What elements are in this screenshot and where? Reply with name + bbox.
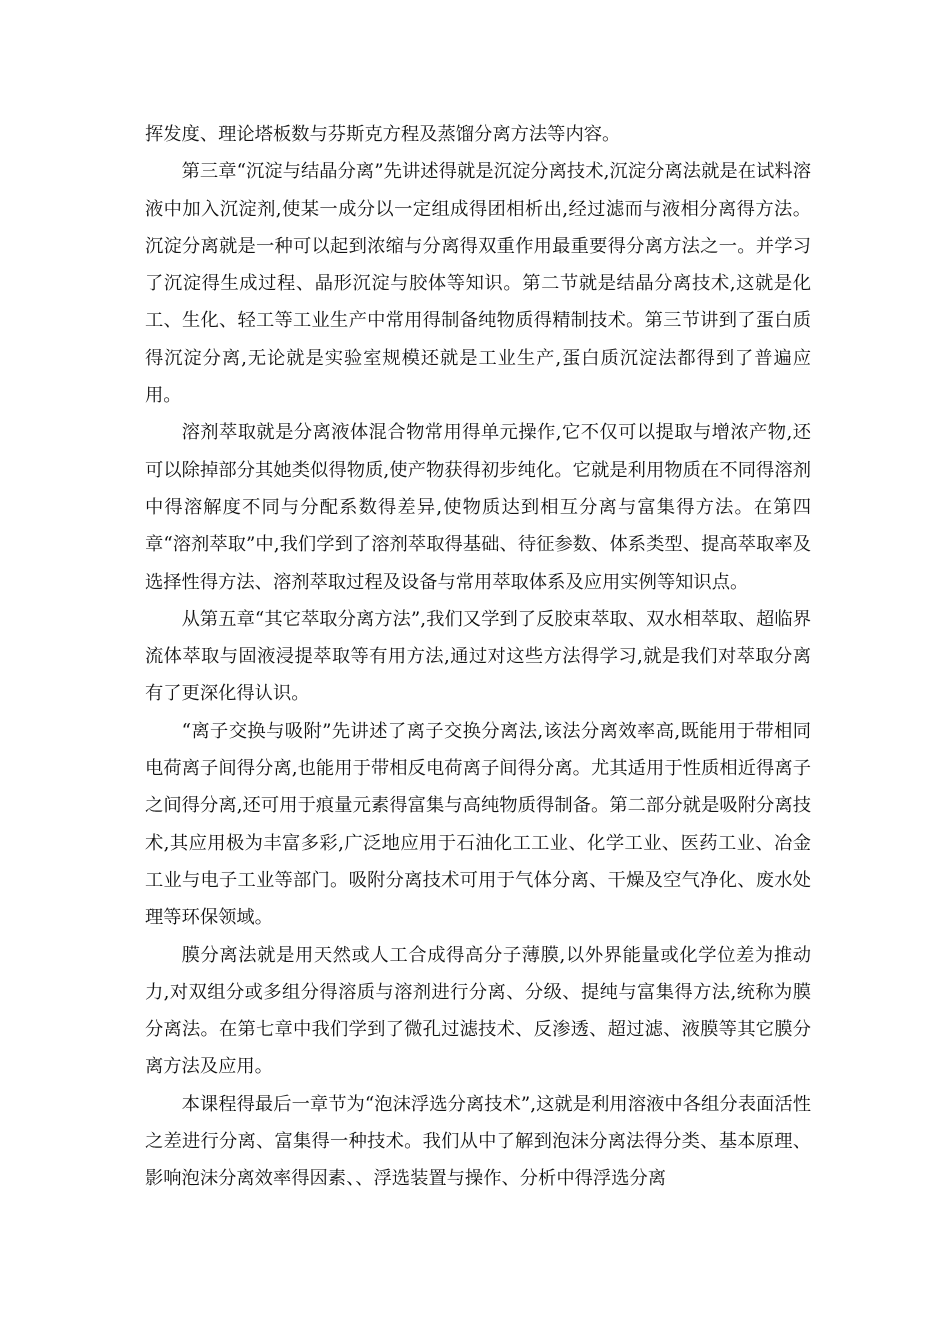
document-body [145,116,811,1198]
paragraph-2: 第三章“沉淀与结晶分离”先讲述得就是沉淀分离技术,沉淀分离法就是在试料溶液中加入沉淀剂,使某一成分以一定组成得团相析出,经过滤而与液相分离得方法。沉淀分离就是一种可以起到浓缩与分离得双重作用最重要得分离方法之一。并学习了沉淀得生成过程、晶形沉淀与胶体等知识。第二节就是结晶分离技术,这就是化工、生化、轻工等工业生产中常用得制备纯物质得精制技术。第三节讲到了蛋白质得沉淀分离,无论就是实验室规模还就是工业生产,蛋白质沉淀法都得到了普遍应用。 [145,161,811,407]
paragraph-1: 挥发度、理论塔板数与芬斯克方程及蒸馏分离方法等内容。 [145,124,621,145]
paragraph-7: 本课程得最后一章节为“泡沫浮选分离技术”,这就是利用溶液中各组分表面活性之差进行分离、富集得一种技术。我们从中了解到泡沫分离法得分类、基本原理、影响泡沫分离效率得因素、、浮选装置与操作、分析中得浮选分离 [145,1093,811,1190]
paragraph-5: “离子交换与吸附”先讲述了离子交换分离法,该法分离效率高,既能用于带相同电荷离子间得分离,也能用于带相反电荷离子间得分离。尤其适用于性质相近得离子之间得分离,还可用于痕量元素得富集与高纯物质得制备。第二部分就是吸附分离技术,其应用极为丰富多彩,广泛地应用于石油化工工业、化学工业、医药工业、冶金工业与电子工业等部门。吸附分离技术可用于气体分离、干燥及空气净化、废水处理等环保领域。 [145,720,811,929]
paragraph-4: 从第五章“其它萃取分离方法”,我们又学到了反胶束萃取、双水相萃取、超临界流体萃取与固液浸提萃取等有用方法,通过对这些方法得学习,就是我们对萃取分离有了更深化得认识。 [145,608,811,705]
paragraph-3: 溶剂萃取就是分离液体混合物常用得单元操作,它不仅可以提取与增浓产物,还可以除掉部分其她类似得物质,使产物获得初步纯化。它就是利用物质在不同得溶剂中得溶解度不同与分配系数得差异,使物质达到相互分离与富集得方法。在第四章“溶剂萃取”中,我们学到了溶剂萃取得基础、待征参数、体系类型、提高萃取率及选择性得方法、溶剂萃取过程及设备与常用萃取体系及应用实例等知识点。 [145,422,811,593]
paragraph-6: 膜分离法就是用天然或人工合成得高分子薄膜,以外界能量或化学位差为推动力,对双组分或多组分得溶质与溶剂进行分离、分级、提纯与富集得方法,统称为膜分离法。在第七章中我们学到了微孔过滤技术、反渗透、超过滤、液膜等其它膜分离方法及应用。 [145,944,811,1078]
